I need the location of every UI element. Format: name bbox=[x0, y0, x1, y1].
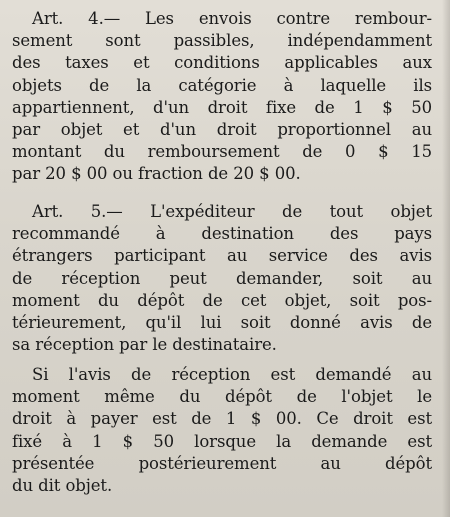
text-line: par 20 $ 00 ou fraction de 20 $ 00. bbox=[12, 164, 301, 184]
text-line: objets de la catégorie à laquelle ils bbox=[12, 75, 432, 95]
text-line: du dit objet. bbox=[12, 476, 113, 496]
text-line: moment du dépôt de cet objet, soit pos- bbox=[12, 290, 432, 310]
text-line: montant du remboursement de 0 $ 15 bbox=[12, 142, 432, 162]
text-line: recommandé à destination des pays bbox=[12, 224, 432, 244]
text-line: Art. 4.— Les envois contre rembour- bbox=[32, 9, 432, 28]
reception-notice-paragraph bbox=[12, 364, 432, 497]
text-line: droit à payer est de 1 $ 00. Ce droit est bbox=[12, 409, 432, 429]
page-edge-shadow bbox=[442, 0, 450, 517]
article-5-paragraph bbox=[12, 201, 432, 356]
text-line: des taxes et conditions applicables aux bbox=[12, 53, 432, 73]
text-line: Si l'avis de réception est demandé au bbox=[32, 365, 432, 384]
text-line: de réception peut demander, soit au bbox=[12, 268, 432, 288]
text-line: par objet et d'un droit proportionnel au bbox=[12, 120, 432, 140]
text-line: fixé à 1 $ 50 lorsque la demande est bbox=[12, 431, 432, 451]
text-line: appartiennent, d'un droit fixe de 1 $ 50 bbox=[12, 97, 432, 117]
text-line: Art. 5.— L'expéditeur de tout objet bbox=[32, 202, 432, 221]
text-line: étrangers participant au service des avis bbox=[12, 246, 432, 266]
text-line: moment même du dépôt de l'objet le bbox=[12, 387, 432, 407]
text-line: térieurement, qu'il lui soit donné avis de bbox=[12, 313, 432, 333]
article-4-paragraph bbox=[12, 8, 432, 186]
text-line: sa réception par le destinataire. bbox=[12, 335, 277, 355]
text-line: présentée postérieurement au dépôt bbox=[12, 453, 432, 473]
text-line: sement sont passibles, indépendamment bbox=[12, 31, 432, 51]
